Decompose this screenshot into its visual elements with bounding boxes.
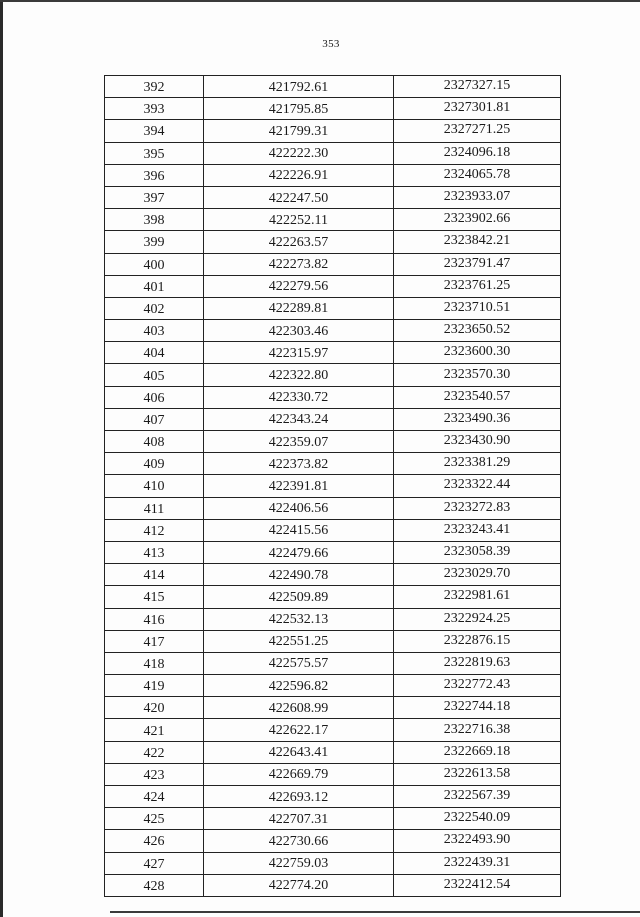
y-coordinate-cell: 2323570.30	[394, 364, 561, 386]
table-row	[105, 431, 561, 453]
table-row	[105, 541, 561, 563]
y-coordinate-cell: 2323029.70	[394, 564, 561, 586]
table-row	[105, 741, 561, 763]
table-row	[105, 408, 561, 430]
table-row	[105, 808, 561, 830]
point-number-cell: 403	[105, 320, 204, 342]
table-row	[105, 164, 561, 186]
x-coordinate-cell: 422643.41	[204, 741, 394, 763]
y-coordinate-cell: 2322876.15	[394, 630, 561, 652]
point-number-cell: 398	[105, 209, 204, 231]
x-coordinate-cell: 422693.12	[204, 786, 394, 808]
table-row	[105, 76, 561, 98]
table-row	[105, 475, 561, 497]
x-coordinate-cell: 422322.80	[204, 364, 394, 386]
point-number-cell: 417	[105, 630, 204, 652]
table-row	[105, 320, 561, 342]
y-coordinate-cell: 2322819.63	[394, 652, 561, 674]
x-coordinate-cell: 422509.89	[204, 586, 394, 608]
y-coordinate-cell: 2323058.39	[394, 541, 561, 563]
x-coordinate-cell: 422330.72	[204, 386, 394, 408]
point-number-cell: 393	[105, 98, 204, 120]
y-coordinate-cell: 2323430.90	[394, 431, 561, 453]
y-coordinate-cell: 2323381.29	[394, 453, 561, 475]
point-number-cell: 427	[105, 852, 204, 874]
y-coordinate-cell: 2323272.83	[394, 497, 561, 519]
point-number-cell: 394	[105, 120, 204, 142]
x-coordinate-cell: 422279.56	[204, 275, 394, 297]
point-number-cell: 424	[105, 786, 204, 808]
point-number-cell: 415	[105, 586, 204, 608]
table-row	[105, 142, 561, 164]
point-number-cell: 405	[105, 364, 204, 386]
y-coordinate-cell: 2323761.25	[394, 275, 561, 297]
point-number-cell: 397	[105, 186, 204, 208]
point-number-cell: 414	[105, 564, 204, 586]
table-row	[105, 342, 561, 364]
x-coordinate-cell: 422551.25	[204, 630, 394, 652]
y-coordinate-cell: 2323490.36	[394, 408, 561, 430]
table-row	[105, 519, 561, 541]
y-coordinate-cell: 2323933.07	[394, 186, 561, 208]
point-number-cell: 416	[105, 608, 204, 630]
table-row	[105, 652, 561, 674]
point-number-cell: 401	[105, 275, 204, 297]
y-coordinate-cell: 2323243.41	[394, 519, 561, 541]
x-coordinate-cell: 422343.24	[204, 408, 394, 430]
table-row	[105, 697, 561, 719]
page-number: 353	[322, 38, 340, 50]
point-number-cell: 425	[105, 808, 204, 830]
x-coordinate-cell: 422669.79	[204, 763, 394, 785]
x-coordinate-cell: 422273.82	[204, 253, 394, 275]
table-row	[105, 586, 561, 608]
y-coordinate-cell: 2327301.81	[394, 98, 561, 120]
table-row	[105, 186, 561, 208]
point-number-cell: 410	[105, 475, 204, 497]
coordinate-table-body	[105, 76, 561, 897]
x-coordinate-cell: 422575.57	[204, 652, 394, 674]
point-number-cell: 413	[105, 541, 204, 563]
y-coordinate-cell: 2322412.54	[394, 874, 561, 896]
x-coordinate-cell: 422532.13	[204, 608, 394, 630]
point-number-cell: 402	[105, 297, 204, 319]
table-row	[105, 564, 561, 586]
table-row	[105, 497, 561, 519]
x-coordinate-cell: 422373.82	[204, 453, 394, 475]
scan-edge-left	[0, 0, 3, 917]
y-coordinate-cell: 2323902.66	[394, 209, 561, 231]
y-coordinate-cell: 2322567.39	[394, 786, 561, 808]
x-coordinate-cell: 421799.31	[204, 120, 394, 142]
y-coordinate-cell: 2322540.09	[394, 808, 561, 830]
y-coordinate-cell: 2327327.15	[394, 76, 561, 98]
point-number-cell: 412	[105, 519, 204, 541]
point-number-cell: 428	[105, 874, 204, 896]
scan-edge-top	[0, 0, 640, 2]
x-coordinate-cell: 422596.82	[204, 675, 394, 697]
table-row	[105, 830, 561, 852]
table-row	[105, 297, 561, 319]
point-number-cell: 409	[105, 453, 204, 475]
x-coordinate-cell: 422247.50	[204, 186, 394, 208]
x-coordinate-cell: 422289.81	[204, 297, 394, 319]
table-row	[105, 453, 561, 475]
point-number-cell: 404	[105, 342, 204, 364]
y-coordinate-cell: 2322716.38	[394, 719, 561, 741]
y-coordinate-cell: 2323322.44	[394, 475, 561, 497]
y-coordinate-cell: 2323710.51	[394, 297, 561, 319]
table-row	[105, 209, 561, 231]
y-coordinate-cell: 2323540.57	[394, 386, 561, 408]
x-coordinate-cell: 422759.03	[204, 852, 394, 874]
y-coordinate-cell: 2322493.90	[394, 830, 561, 852]
x-coordinate-cell: 422263.57	[204, 231, 394, 253]
table-row	[105, 386, 561, 408]
x-coordinate-cell: 422622.17	[204, 719, 394, 741]
y-coordinate-cell: 2323650.52	[394, 320, 561, 342]
point-number-cell: 411	[105, 497, 204, 519]
table-row	[105, 719, 561, 741]
point-number-cell: 399	[105, 231, 204, 253]
table-row	[105, 253, 561, 275]
y-coordinate-cell: 2322613.58	[394, 763, 561, 785]
x-coordinate-cell: 422774.20	[204, 874, 394, 896]
y-coordinate-cell: 2323791.47	[394, 253, 561, 275]
point-number-cell: 400	[105, 253, 204, 275]
x-coordinate-cell: 422479.66	[204, 541, 394, 563]
point-number-cell: 420	[105, 697, 204, 719]
point-number-cell: 406	[105, 386, 204, 408]
x-coordinate-cell: 421792.61	[204, 76, 394, 98]
y-coordinate-cell: 2327271.25	[394, 120, 561, 142]
x-coordinate-cell: 422730.66	[204, 830, 394, 852]
point-number-cell: 392	[105, 76, 204, 98]
y-coordinate-cell: 2322439.31	[394, 852, 561, 874]
y-coordinate-cell: 2322772.43	[394, 675, 561, 697]
x-coordinate-cell: 422391.81	[204, 475, 394, 497]
x-coordinate-cell: 422490.78	[204, 564, 394, 586]
table-row	[105, 608, 561, 630]
table-row	[105, 120, 561, 142]
x-coordinate-cell: 422707.31	[204, 808, 394, 830]
point-number-cell: 419	[105, 675, 204, 697]
y-coordinate-cell: 2322924.25	[394, 608, 561, 630]
x-coordinate-cell: 422608.99	[204, 697, 394, 719]
point-number-cell: 422	[105, 741, 204, 763]
x-coordinate-cell: 421795.85	[204, 98, 394, 120]
point-number-cell: 423	[105, 763, 204, 785]
x-coordinate-cell: 422406.56	[204, 497, 394, 519]
point-number-cell: 395	[105, 142, 204, 164]
table-row	[105, 98, 561, 120]
x-coordinate-cell: 422315.97	[204, 342, 394, 364]
table-row	[105, 763, 561, 785]
table-row	[105, 675, 561, 697]
table-row	[105, 874, 561, 896]
table-row	[105, 275, 561, 297]
y-coordinate-cell: 2322981.61	[394, 586, 561, 608]
y-coordinate-cell: 2324065.78	[394, 164, 561, 186]
y-coordinate-cell: 2323600.30	[394, 342, 561, 364]
table-row	[105, 852, 561, 874]
point-number-cell: 408	[105, 431, 204, 453]
x-coordinate-cell: 422222.30	[204, 142, 394, 164]
table-row	[105, 364, 561, 386]
x-coordinate-cell: 422359.07	[204, 431, 394, 453]
coordinate-table	[104, 75, 561, 897]
point-number-cell: 418	[105, 652, 204, 674]
table-row	[105, 630, 561, 652]
point-number-cell: 407	[105, 408, 204, 430]
table-row	[105, 231, 561, 253]
x-coordinate-cell: 422252.11	[204, 209, 394, 231]
table-row	[105, 786, 561, 808]
x-coordinate-cell: 422303.46	[204, 320, 394, 342]
point-number-cell: 426	[105, 830, 204, 852]
y-coordinate-cell: 2323842.21	[394, 231, 561, 253]
x-coordinate-cell: 422226.91	[204, 164, 394, 186]
y-coordinate-cell: 2324096.18	[394, 142, 561, 164]
y-coordinate-cell: 2322669.18	[394, 741, 561, 763]
scan-edge-bottom	[110, 911, 640, 913]
x-coordinate-cell: 422415.56	[204, 519, 394, 541]
point-number-cell: 421	[105, 719, 204, 741]
point-number-cell: 396	[105, 164, 204, 186]
y-coordinate-cell: 2322744.18	[394, 697, 561, 719]
